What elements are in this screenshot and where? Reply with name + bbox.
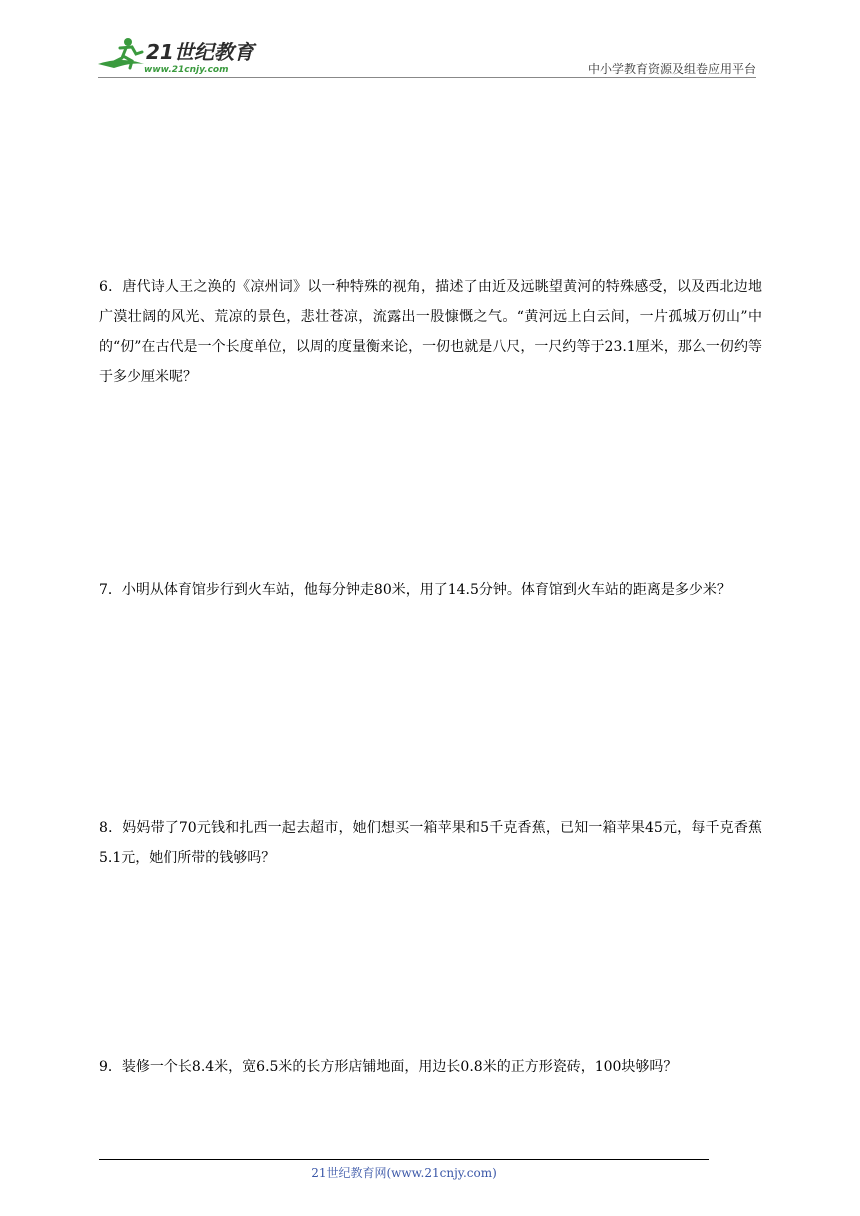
question-8: 8．妈妈带了70元钱和扎西一起去超市，她们想买一箱苹果和5千克香蕉，已知一箱苹果45元，每千克香蕉5.1元，她们所带的钱够吗？ — [99, 820, 762, 866]
svg-text:www.21cnjy.com: www.21cnjy.com — [144, 65, 229, 75]
question-6: 6．唐代诗人王之涣的《凉州词》以一种特殊的视角，描述了由近及远眺望黄河的特殊感受，以及西北边地广漠壮阔的风光、荒凉的景色，悲壮苍凉，流露出一股慷慨之气。“黄河远上白云间，一片孤城万仞山”中的“仞”在古代是一个长度单位，以周的度量衡来论，一仞也就是八尺，一尺约等于23.1厘米，那么一仞约等于多少厘米呢？ — [99, 279, 762, 385]
svg-text:21世纪教育: 21世纪教育 — [146, 40, 254, 64]
running-figure-icon — [92, 34, 262, 78]
question-9: 9．装修一个长8.4米，宽6.5米的长方形店铺地面，用边长0.8米的正方形瓷砖，100块够吗？ — [99, 1059, 678, 1075]
header-divider — [98, 77, 756, 78]
footer-site-link[interactable]: 21世纪教育网(www.21cnjy.com) — [311, 1166, 497, 1180]
footer-divider — [99, 1159, 709, 1160]
question-7: 7．小明从体育馆步行到火车站，他每分钟走80米，用了14.5分钟。体育馆到火车站的距离是多少米？ — [99, 582, 731, 598]
platform-name: 中小学教育资源及组卷应用平台 — [587, 62, 756, 76]
site-logo — [92, 34, 262, 78]
